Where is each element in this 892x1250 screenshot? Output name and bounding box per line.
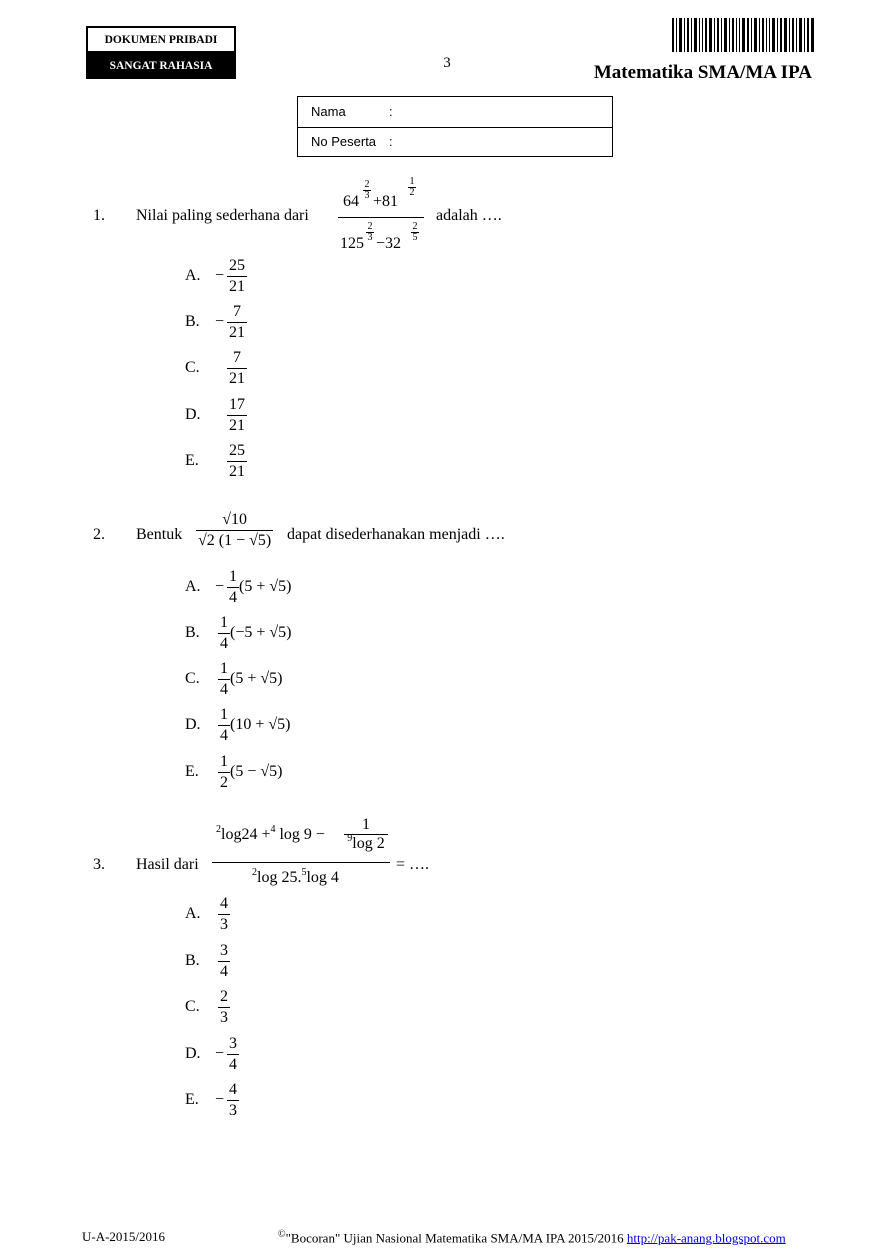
page-number: 3: [443, 55, 451, 71]
question-1-expression: [338, 176, 426, 252]
option-b[interactable]: B. $\frac{3}{4}$: [185, 942, 228, 980]
exponent: 1 2: [409, 176, 415, 198]
option-c[interactable]: C. $\frac{2}{3}$: [185, 988, 228, 1026]
identity-box: [297, 96, 613, 157]
expression-denominator: $^2$log 25.$^5$log 4: [252, 867, 339, 886]
option-c[interactable]: C. $\frac{1}{4}$ (5 + √5): [185, 660, 283, 698]
question-text-tail: = ….: [396, 856, 430, 873]
document-stamp-private: DOKUMEN PRIBADI: [86, 26, 236, 53]
question-number: 3.: [93, 856, 105, 873]
expression-numerator: 64 +81: [343, 193, 399, 210]
identity-divider: [298, 127, 612, 128]
option-e[interactable]: E. − $\frac{4}{3}$: [185, 1081, 237, 1119]
inner-fraction: 1 $^9$log 2: [344, 816, 388, 853]
name-row: [311, 104, 393, 119]
exponent: 2 3: [364, 179, 370, 201]
fraction-bar: [212, 862, 390, 863]
question-text-tail: dapat disederhanakan menjadi ….: [287, 526, 505, 543]
participant-label: No Peserta: [311, 134, 377, 149]
option-e[interactable]: E. $\frac{1}{2}$ (5 − √5): [185, 753, 283, 791]
option-d[interactable]: D. − $\frac{3}{4}$: [185, 1035, 237, 1073]
document-stamp-confidential: SANGAT RAHASIA: [86, 53, 236, 79]
exponent: 2 5: [412, 221, 418, 243]
participant-row: [311, 134, 393, 149]
option-c[interactable]: C. $\frac{7}{21}$: [185, 349, 245, 387]
question-number: 2.: [93, 526, 105, 543]
question-text: Hasil dari: [136, 856, 199, 873]
name-label: Nama: [311, 104, 346, 119]
expression-denominator: 125 −32: [340, 235, 402, 252]
expression-numerator: $^2$log24 +$^4$ log 9 −: [216, 824, 325, 843]
fraction-bar: [338, 217, 424, 218]
option-b[interactable]: B. $\frac{1}{4}$ (−5 + √5): [185, 614, 292, 652]
barcode-icon: [672, 18, 814, 52]
option-b[interactable]: B. − $\frac{7}{21}$: [185, 303, 245, 341]
exponent: 2 3: [367, 221, 373, 243]
copyright-icon: ©: [278, 1229, 286, 1240]
option-a[interactable]: A. $\frac{4}{3}$: [185, 895, 228, 933]
option-d[interactable]: D. $\frac{17}{21}$: [185, 396, 245, 434]
question-2-expression: $\frac{√10}{√2 (1 - √5)}$: [198, 511, 272, 549]
subject-title: Matematika SMA/MA IPA: [593, 62, 812, 83]
name-colon: :: [389, 104, 393, 119]
footer-code: U-A-2015/2016: [82, 1229, 166, 1244]
footer-text: "Bocoran" Ujian Nasional Matematika SMA/MA IPA 2015/2016: [285, 1230, 624, 1246]
question-text-tail: adalah ….: [436, 207, 502, 224]
question-text: Bentuk: [136, 526, 183, 543]
option-a[interactable]: A. − $\frac{25}{21}$: [185, 257, 245, 295]
option-e[interactable]: E. $\frac{25}{21}$: [185, 442, 245, 480]
option-a[interactable]: A. − $\frac{1}{4}$ (5 + √5): [185, 568, 292, 606]
question-text: Nilai paling sederhana dari: [136, 207, 309, 224]
footer-credit: [278, 1229, 786, 1246]
footer-link[interactable]: http://pak-anang.blogspot.com: [626, 1230, 786, 1246]
question-3-expression: [212, 816, 392, 892]
option-d[interactable]: D. $\frac{1}{4}$ (10 + √5): [185, 706, 291, 744]
question-number: 1.: [93, 207, 105, 224]
participant-colon: :: [389, 134, 393, 149]
